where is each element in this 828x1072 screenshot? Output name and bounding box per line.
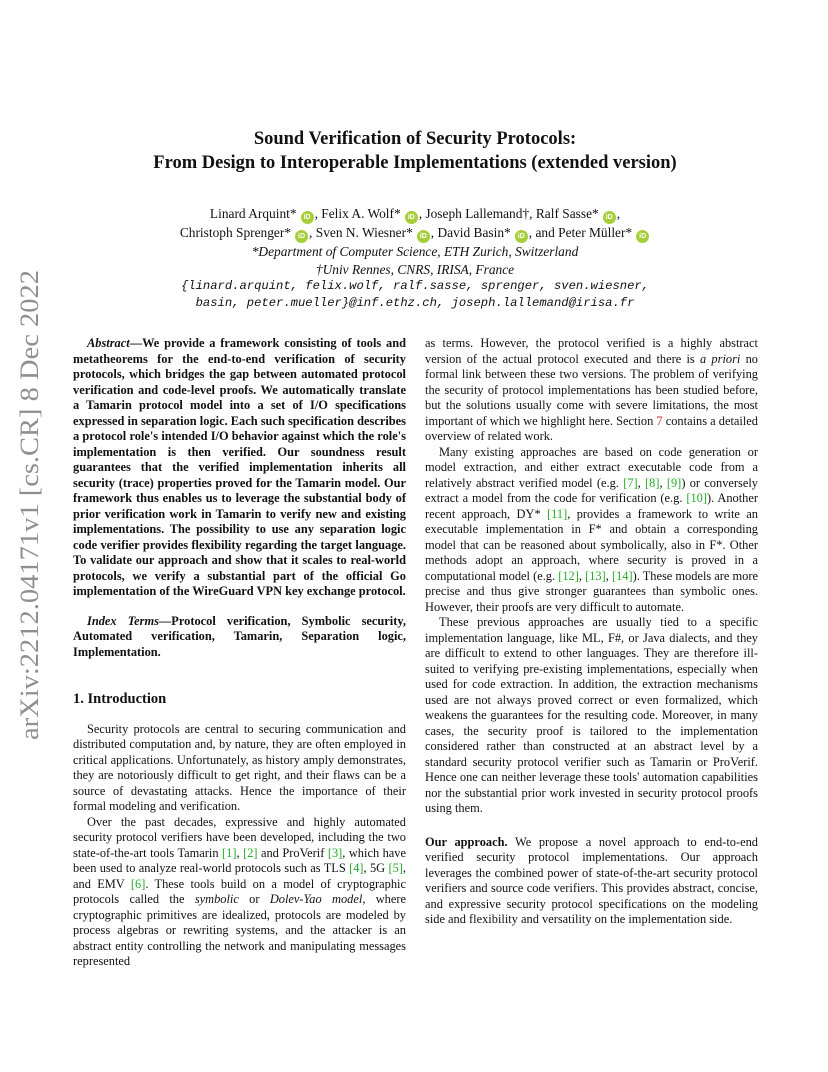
orcid-icon[interactable]: iD (405, 211, 418, 224)
author-name: and Peter Müller* (535, 225, 633, 240)
affiliation-irisa: †Univ Rennes, CNRS, IRISA, France (315, 261, 515, 277)
abstract-text: —We provide a framework consisting of tools and metatheorems for the end-to-end verification of security protocols, which bridges the gap between automated protocol verification and code-level proofs. We automatically translate a Tamarin protocol model into a set of I/O specifications expressed in separation logic. Each such specification describes a protocol role's intended I/O behavior against which the role's implementation is then verified. Our soundness result guarantees that the verified implementation inherits all security (trace) properties proved for the Tamarin model. Our framework thus enables us to leverage the substantial body of prior verification work in Tamarin to verify new and existing implementations. The possibility to use any separation logic code verifier provides flexibility regarding the target language. To validate our approach and show that it scales to real-world protocols, we verify a substantial part of the official Go implementation of the WireGuard VPN key exchange protocol. (73, 336, 406, 598)
our-approach-label: Our approach. (425, 834, 508, 849)
intro-paragraph-1: Security protocols are central to securing communication and distributed computation and, by nature, they are often employed in critical applications. Unfortunately, as history amply demonstrates, they are notoriously difficult to get right, and their flaws can be a source of devastating attacks. Hence the importance of their formal modeling and verification. (73, 721, 406, 813)
intro-paragraph-4: Many existing approaches are based on code generation or model extraction, and either extract executable code from a relatively abstract verified model (e.g. [7], [8], [9]) or conversely extract a model from the code for verification (e.g. [10]). Another recent approach, DY* [11], provides a framework to write an executable implementation in F* and obtain a corresponding model that can be reasoned about symbolically, also in F*. Other methods adopt an approach, where security is proved in a computational model (e.g. [12], [13], [14]). These models are more precise and thus give stronger guarantees than symbolic ones. However, their proofs are very difficult to automate. (425, 444, 759, 614)
citation-link[interactable]: [6] (130, 876, 146, 891)
orcid-icon[interactable]: iD (515, 230, 528, 243)
author-name: David Basin* (437, 225, 511, 240)
citation-link[interactable]: [5] (388, 861, 403, 875)
abstract-label: Abstract (87, 336, 130, 350)
author-name: Joseph Lallemand† (425, 206, 530, 221)
citation-link[interactable]: [7] (623, 475, 638, 490)
orcid-icon[interactable]: iD (301, 211, 314, 224)
section-ref-link[interactable]: 7 (656, 413, 663, 428)
author-name: Sven N. Wiesner* (315, 225, 413, 240)
paper-title (90, 127, 740, 175)
index-terms (73, 614, 406, 661)
author-name: Felix A. Wolf* (321, 206, 401, 221)
orcid-icon[interactable]: iD (417, 230, 430, 243)
arxiv-stamp (10, 265, 46, 745)
right-column (425, 336, 758, 928)
citation-link[interactable]: [2] (243, 845, 258, 860)
citation-link[interactable]: [14] (611, 568, 633, 583)
citation-link[interactable]: [11] (547, 506, 568, 521)
email-line-2: basin, peter.mueller}@inf.ethz.ch, joseph.lallemand@irisa.fr (195, 296, 635, 310)
section-heading-introduction: 1. Introduction (73, 691, 167, 707)
author-line-2: Christoph Sprenger* iD , Sven N. Wiesner* iD , David Basin* iD , and Peter Müller* iD (90, 224, 740, 243)
index-terms-text: —Protocol verification, Symbolic security, Automated verification, Tamarin, Separation logic, Implementation. (73, 613, 406, 659)
citation-link[interactable]: [9] (666, 475, 682, 490)
title-line-1: Sound Verification of Security Protocols: (253, 129, 577, 149)
email-line-1: {linard.arquint, felix.wolf, ralf.sasse, sprenger, sven.wiesner, (180, 279, 650, 293)
abstract (73, 336, 406, 600)
citation-link[interactable]: [1] (222, 845, 237, 860)
citation-link[interactable]: [12] (558, 568, 579, 583)
our-approach-paragraph: Our approach. We propose a novel approach to end-to-end verified security protocol implementations. Our approach leverages the combined power of state-of-the-art security protocol verifiers and source code verifiers. This provides abstract, concise, and expressive security protocol specifications on the modeling side and flexibility and versatility on the implementation side. (425, 834, 758, 926)
author-name: Linard Arquint* (209, 206, 297, 221)
left-column (73, 336, 406, 970)
title-line-2: From Design to Interoperable Implementations (extended version) (153, 153, 677, 173)
citation-link[interactable]: [10] (686, 491, 707, 505)
orcid-icon[interactable]: iD (603, 211, 616, 224)
intro-paragraph-3: as terms. However, the protocol verified is a highly abstract version of the actual protocol executed and there is a priori no formal link between these two versions. The problem of verifying the security of protocol implementations has been studied before, but the solutions usually come with severe limitations, the most important of which we highlight here. Section 7 contains a detailed overview of related work. (425, 336, 758, 443)
citation-link[interactable]: [13] (585, 568, 606, 583)
citation-link[interactable]: [4] (349, 861, 364, 875)
orcid-icon[interactable]: iD (636, 230, 649, 243)
affiliation-eth: *Department of Computer Science, ETH Zurich, Switzerland (251, 244, 579, 259)
orcid-icon[interactable]: iD (295, 230, 308, 243)
author-name: Ralf Sasse* (535, 206, 599, 221)
intro-paragraph-2: Over the past decades, expressive and highly automated security protocol verifiers have been developed, including the two state-of-the-art tools Tamarin [1], [2] and ProVerif [3], which have been used to analyze real-world protocols such as TLS [4], 5G [5], and EMV [6]. These tools build on a model of cryptographic protocols called the symbolic or Dolev-Yao model, where cryptographic primitives are idealized, protocols are modeled by process algebras or rewriting systems, and the attacker is an abstract entity controlling the network and manipulating messages represented (73, 814, 407, 968)
intro-paragraph-5: These previous approaches are usually tied to a specific implementation language, like ML, F#, or Java dialects, and they are difficult to extend to other languages. They are therefore ill-suited to verifying pre-existing implementations, especially when used for code extraction. In addition, the extraction mechanisms used are not always proved correct or even formalized, which weakens the guarantees for the resulting code. Moreover, in many cases, the security proof is tailored to the implementation considered rather than constructed at an abstract level by a standard security protocol verifier such as Tamarin or ProVerif. Hence one can neither leverage these tools' automation capabilities nor the substantial prior work invested in security protocol proofs using them. (425, 615, 758, 815)
index-terms-label: Index Terms (87, 613, 159, 628)
author-block (90, 205, 740, 312)
citation-link[interactable]: [8] (645, 475, 660, 490)
author-line-1: Linard Arquint* iD , Felix A. Wolf* iD , Joseph Lallemand†, Ralf Sasse* iD , (90, 205, 740, 224)
author-name: Christoph Sprenger* (179, 225, 292, 240)
citation-link[interactable]: [3] (327, 845, 343, 860)
arxiv-stamp-text: arXiv:2212.04171v1 [cs.CR] 8 Dec 2022 (15, 311, 44, 740)
